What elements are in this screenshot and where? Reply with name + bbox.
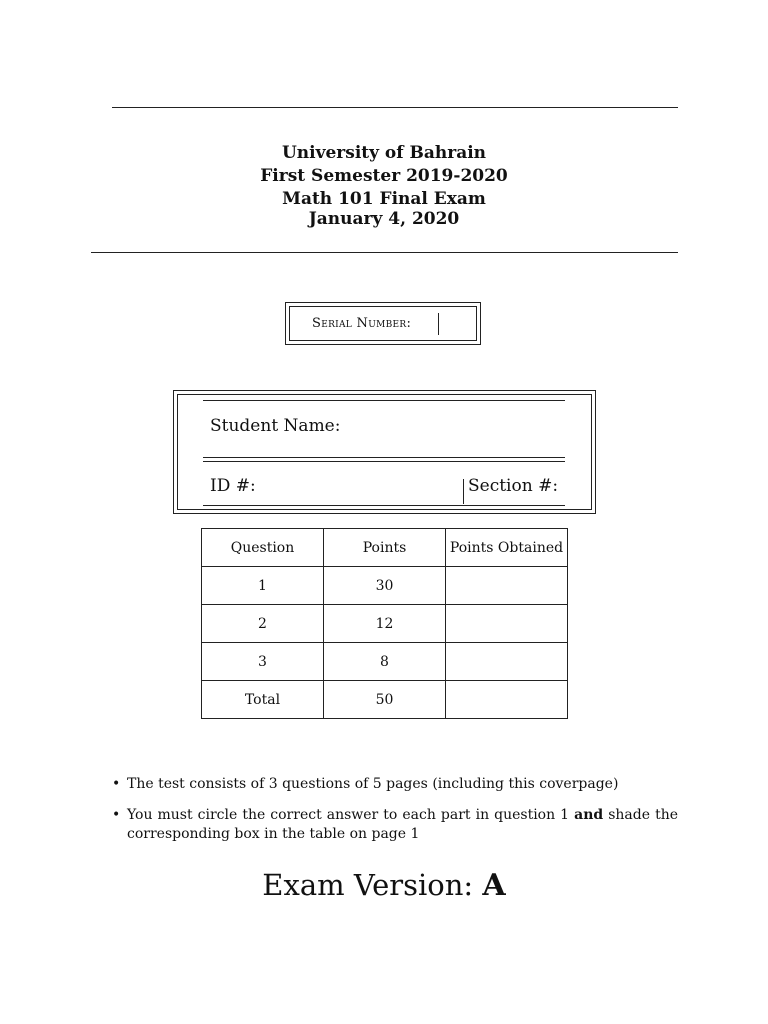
- bullet-icon: •: [112, 776, 121, 792]
- student-name-label: Student Name:: [210, 416, 341, 436]
- obtained-cell[interactable]: [446, 643, 568, 681]
- header-question: Question: [202, 529, 324, 567]
- table-header-row: [202, 529, 568, 567]
- section-field[interactable]: [463, 505, 565, 506]
- total-obtained-cell[interactable]: [446, 681, 568, 719]
- points-cell: 30: [324, 567, 446, 605]
- table-row: [202, 567, 568, 605]
- id-label: ID #:: [210, 476, 256, 496]
- table-row: [202, 643, 568, 681]
- question-cell: 2: [202, 605, 324, 643]
- serial-number-field[interactable]: [438, 313, 439, 335]
- points-cell: 12: [324, 605, 446, 643]
- serial-number-box: [285, 302, 481, 345]
- question-cell: 1: [202, 567, 324, 605]
- total-points-cell: 50: [324, 681, 446, 719]
- section-label: Section #:: [468, 476, 559, 496]
- instructions-list: [112, 775, 678, 844]
- obtained-cell[interactable]: [446, 567, 568, 605]
- student-info-box: [173, 390, 596, 514]
- points-table: [201, 528, 568, 719]
- id-field[interactable]: [203, 505, 463, 506]
- header-bottom-rule: [91, 252, 678, 253]
- table-row: [202, 605, 568, 643]
- instruction-item: • The test consists of 3 questions of 5 pages (including this coverpage): [112, 776, 619, 792]
- instruction-item: • You must circle the correct answer to each part in question 1 and shade the corresponding box in the table on page 1: [112, 807, 678, 842]
- exam-header: [0, 142, 768, 231]
- student-name-field[interactable]: [203, 457, 565, 458]
- exam-title: Math 101 Final Exam: [282, 189, 486, 209]
- exam-date: January 4, 2020: [308, 209, 460, 229]
- university-name: University of Bahrain: [281, 143, 487, 163]
- question-cell: 3: [202, 643, 324, 681]
- semester: First Semester 2019-2020: [260, 166, 508, 186]
- obtained-cell[interactable]: [446, 605, 568, 643]
- points-cell: 8: [324, 643, 446, 681]
- exam-version: [0, 868, 768, 903]
- exam-version-label: Exam Version:: [262, 868, 474, 902]
- total-label-cell: Total: [202, 681, 324, 719]
- top-rule: [112, 107, 678, 108]
- header-points: Points: [324, 529, 446, 567]
- bullet-icon: •: [112, 807, 121, 823]
- header-points-obtained: Points Obtained: [446, 529, 568, 567]
- serial-number-label: Serial Number:: [312, 316, 412, 331]
- table-row-total: [202, 681, 568, 719]
- exam-version-value: A: [482, 868, 506, 903]
